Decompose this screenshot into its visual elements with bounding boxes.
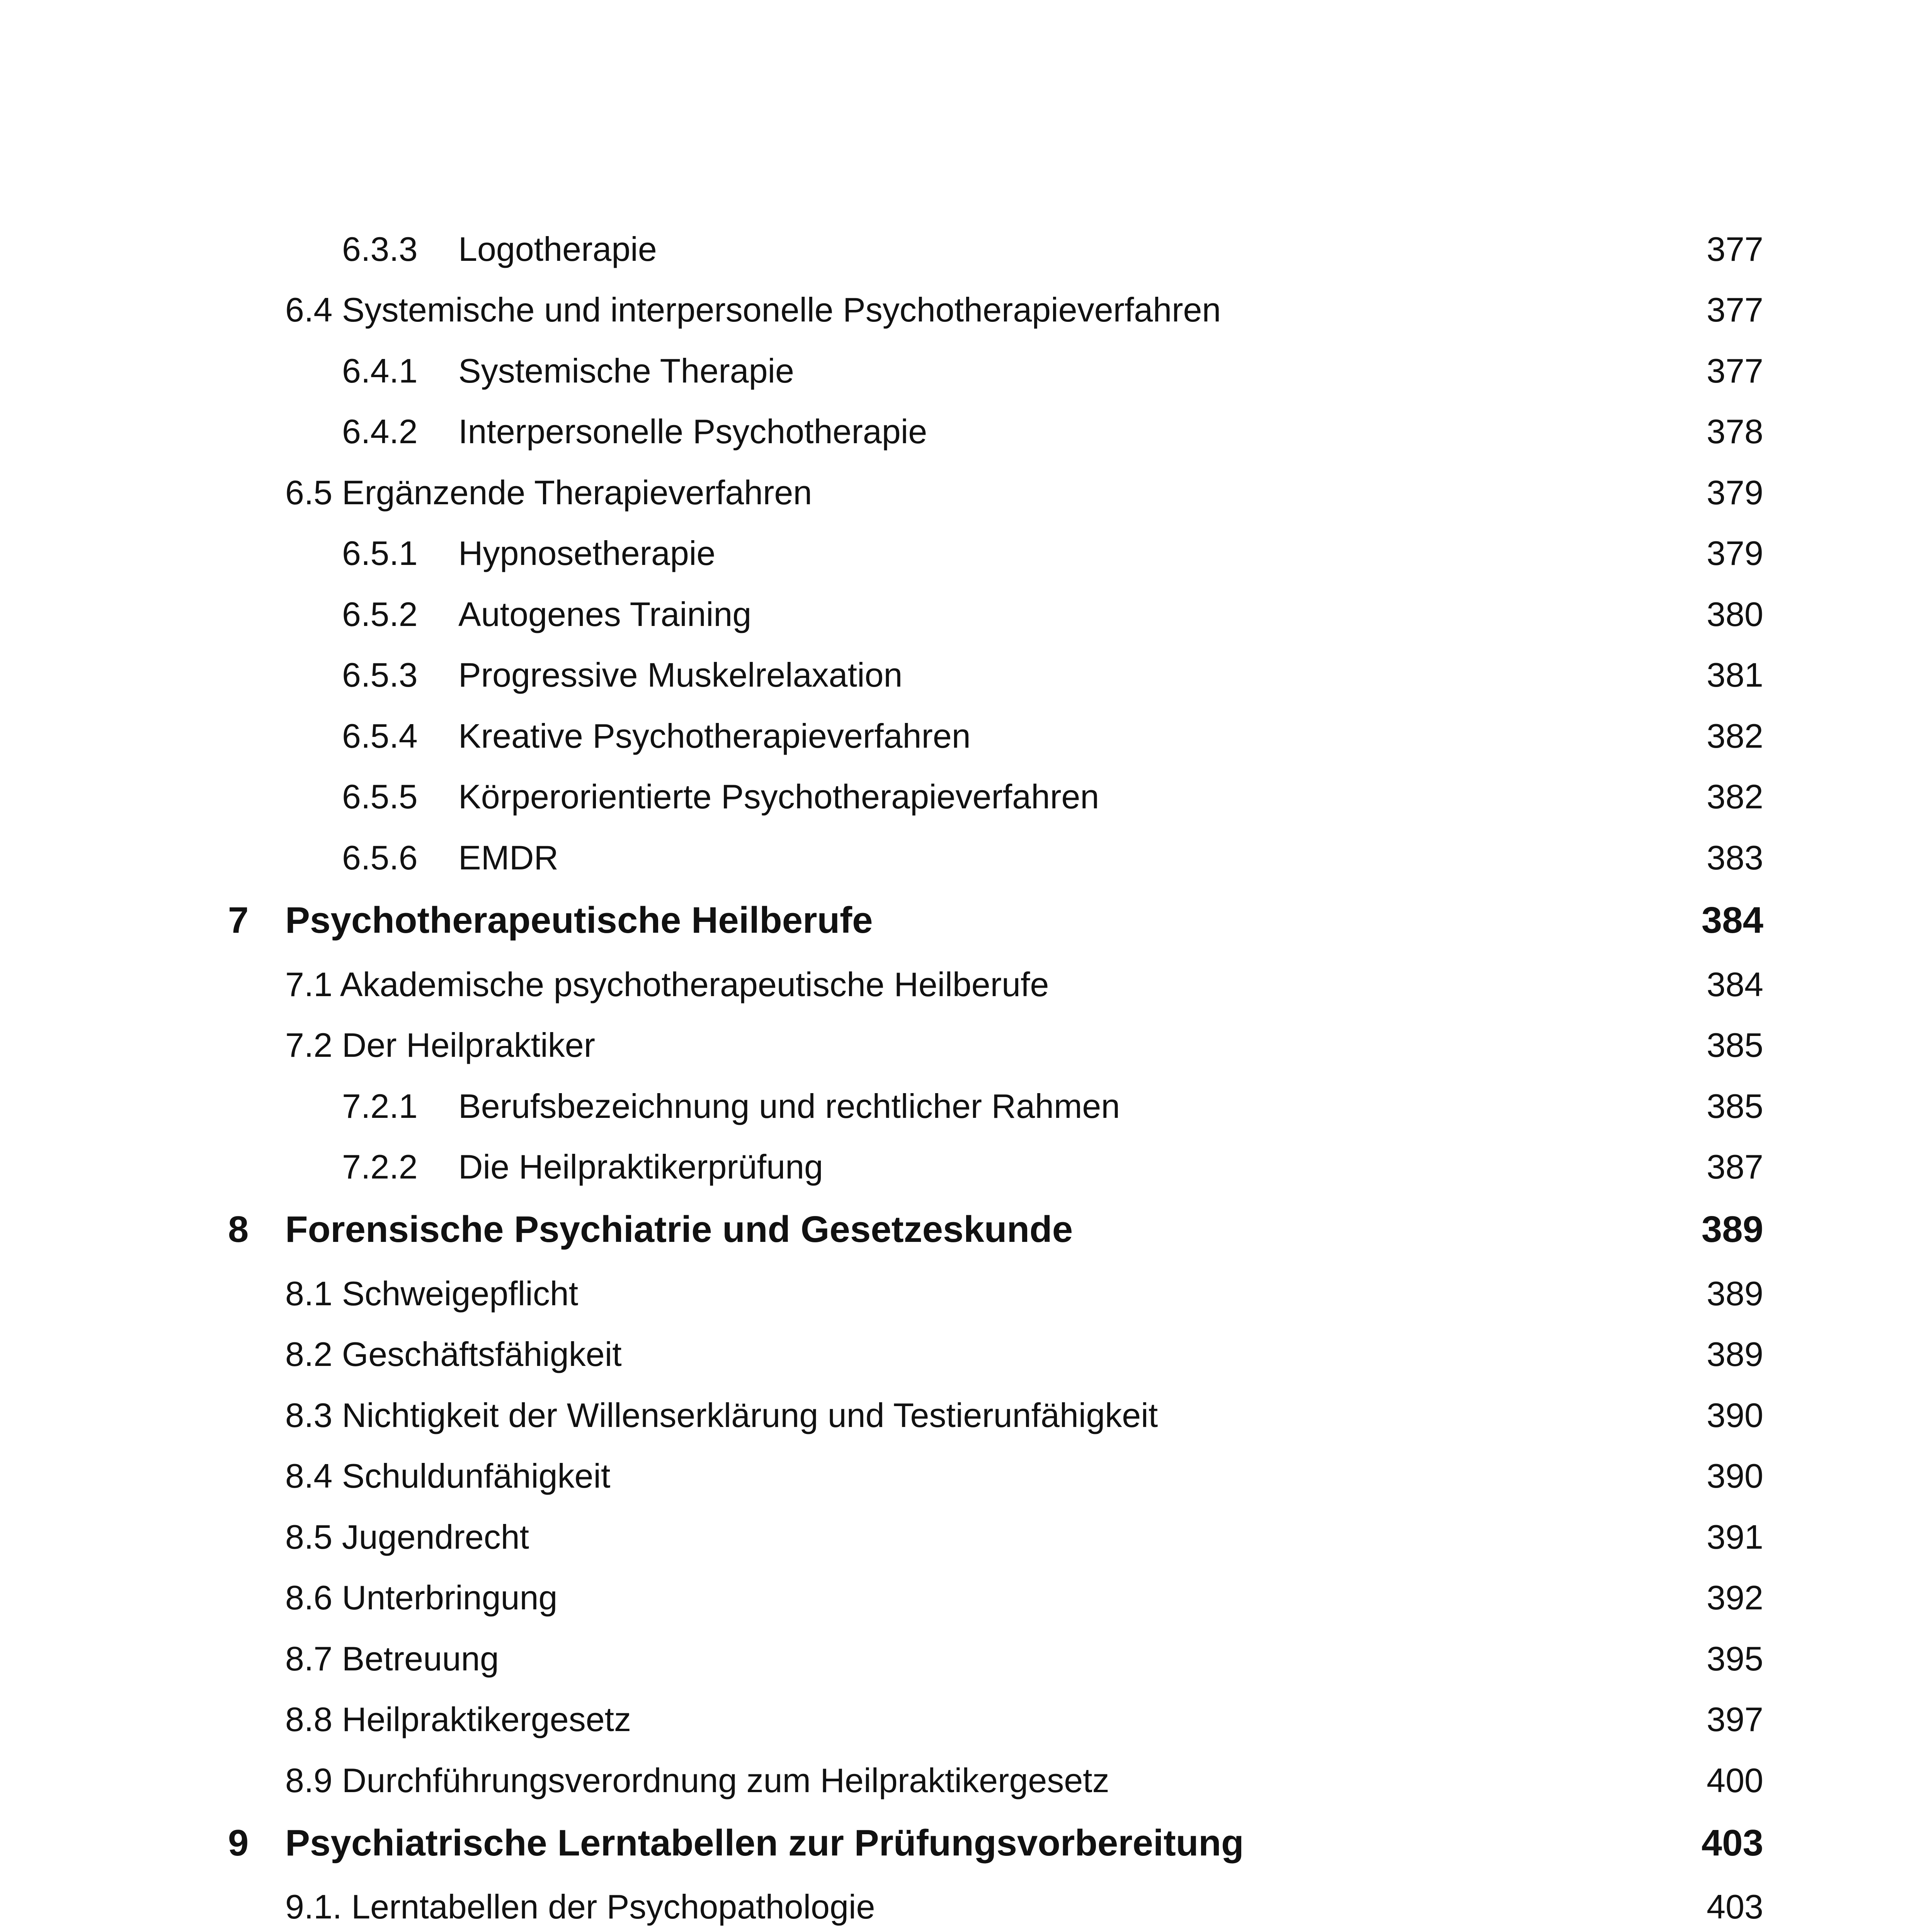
toc-entry-title: Psychotherapeutische Heilberufe xyxy=(285,900,873,941)
toc-section-row xyxy=(0,1016,1916,1074)
toc-section-row xyxy=(0,1386,1916,1444)
toc-entry-title: Forensische Psychiatrie und Gesetzeskunde xyxy=(285,1209,1073,1250)
toc-entry-title: 8.8 Heilpraktikergesetz xyxy=(285,1700,631,1738)
toc-entry-title: Körperorientierte Psychotherapieverfahren xyxy=(458,777,1099,816)
toc-entry-title: Systemische Therapie xyxy=(458,352,794,390)
toc-subsection-row xyxy=(0,220,1916,278)
toc-entry-title: Autogenes Training xyxy=(458,595,752,633)
toc-entry-title: 8.4 Schuldunfähigkeit xyxy=(285,1457,611,1495)
toc-entry-number: 6.5.4 xyxy=(342,717,418,755)
toc-entry-number: 6.5.6 xyxy=(342,838,418,877)
toc-subsection-row xyxy=(0,403,1916,461)
toc-entry-title: Progressive Muskelrelaxation xyxy=(458,656,903,694)
toc-entry-page: 382 xyxy=(1707,777,1763,816)
toc-entry-number: 6.5.1 xyxy=(342,534,418,572)
toc-entry-page: 378 xyxy=(1707,412,1763,451)
toc-entry-title: Psychiatrische Lerntabellen zur Prüfungsvorbereitung xyxy=(285,1822,1244,1864)
toc-subsection-row xyxy=(0,768,1916,826)
toc-section-row xyxy=(0,1265,1916,1323)
toc-entry-title: 6.5 Ergänzende Therapieverfahren xyxy=(285,473,812,512)
toc-entry-page: 403 xyxy=(1707,1888,1763,1926)
toc-entry-page: 389 xyxy=(1701,1209,1763,1250)
toc-section-row xyxy=(0,464,1916,522)
toc-entry-title: 8.1 Schweigepflicht xyxy=(285,1274,579,1313)
toc-entry-page: 383 xyxy=(1707,838,1763,877)
toc-chapter-row xyxy=(0,1201,1916,1259)
toc-entry-title: 8.5 Jugendrecht xyxy=(285,1518,529,1556)
toc-section-row xyxy=(0,1508,1916,1566)
toc-entry-page: 379 xyxy=(1707,473,1763,512)
toc-entry-page: 377 xyxy=(1707,230,1763,268)
toc-entry-title: 8.9 Durchführungsverordnung zum Heilpraktikergesetz xyxy=(285,1761,1109,1799)
toc-entry-number: 9 xyxy=(228,1822,249,1864)
toc-section-row xyxy=(0,1325,1916,1383)
toc-entry-page: 390 xyxy=(1707,1396,1763,1434)
toc-chapter-row xyxy=(0,1814,1916,1872)
toc-entry-title: Hypnosetherapie xyxy=(458,534,716,572)
toc-section-row xyxy=(0,1752,1916,1810)
toc-entry-number: 7 xyxy=(228,900,249,941)
toc-entry-page: 384 xyxy=(1707,965,1763,1003)
toc-entry-page: 390 xyxy=(1707,1457,1763,1495)
toc-entry-page: 395 xyxy=(1707,1639,1763,1678)
toc-subsection-row xyxy=(0,342,1916,400)
toc-entry-page: 380 xyxy=(1707,595,1763,633)
toc-entry-page: 397 xyxy=(1707,1700,1763,1738)
toc-entry-title: Die Heilpraktikerprüfung xyxy=(458,1148,823,1186)
toc-section-row xyxy=(0,1569,1916,1627)
toc-entry-title: Berufsbezeichnung und rechtlicher Rahmen xyxy=(458,1087,1120,1125)
toc-entry-title: Kreative Psychotherapieverfahren xyxy=(458,717,971,755)
toc-entry-number: 6.5.2 xyxy=(342,595,418,633)
toc-entry-page: 387 xyxy=(1707,1148,1763,1186)
toc-section-row xyxy=(0,281,1916,339)
toc-entry-page: 381 xyxy=(1707,656,1763,694)
toc-entry-page: 385 xyxy=(1707,1087,1763,1125)
toc-entry-page: 382 xyxy=(1707,717,1763,755)
toc-entry-title: 7.2 Der Heilpraktiker xyxy=(285,1026,596,1064)
toc-entry-page: 385 xyxy=(1707,1026,1763,1064)
toc-entry-title: 8.2 Geschäftsfähigkeit xyxy=(285,1335,622,1373)
toc-entry-title: 8.6 Unterbringung xyxy=(285,1578,558,1617)
toc-entry-page: 400 xyxy=(1707,1761,1763,1799)
toc-entry-title: Interpersonelle Psychotherapie xyxy=(458,412,927,451)
toc-section-row xyxy=(0,1630,1916,1688)
toc-entry-title: Logotherapie xyxy=(458,230,657,268)
toc-entry-title: EMDR xyxy=(458,838,559,877)
toc-entry-number: 7.2.2 xyxy=(342,1148,418,1186)
toc-entry-page: 391 xyxy=(1707,1518,1763,1556)
toc-entry-number: 6.4.2 xyxy=(342,412,418,451)
toc-entry-number: 6.5.5 xyxy=(342,777,418,816)
toc-subsection-row xyxy=(0,1077,1916,1135)
toc-entry-page: 379 xyxy=(1707,534,1763,572)
toc-entry-number: 7.2.1 xyxy=(342,1087,418,1125)
toc-entry-number: 6.4.1 xyxy=(342,352,418,390)
toc-entry-page: 389 xyxy=(1707,1274,1763,1313)
toc-subsection-row xyxy=(0,1138,1916,1196)
toc-entry-title: 6.4 Systemische und interpersonelle Psychotherapieverfahren xyxy=(285,291,1221,329)
toc-entry-page: 377 xyxy=(1707,291,1763,329)
toc-entry-number: 6.5.3 xyxy=(342,656,418,694)
toc-subsection-row xyxy=(0,585,1916,643)
toc-entry-title: 9.1. Lerntabellen der Psychopathologie xyxy=(285,1888,875,1926)
toc-section-row xyxy=(0,1878,1916,1932)
toc-subsection-row xyxy=(0,829,1916,887)
toc-entry-number: 8 xyxy=(228,1209,249,1250)
toc-entry-number: 6.3.3 xyxy=(342,230,418,268)
toc-entry-title: 8.3 Nichtigkeit der Willenserklärung und Testierunfähigkeit xyxy=(285,1396,1158,1434)
toc-entry-page: 392 xyxy=(1707,1578,1763,1617)
toc-entry-page: 384 xyxy=(1701,900,1763,941)
toc-section-row xyxy=(0,956,1916,1014)
toc-entry-title: 7.1 Akademische psychotherapeutische Heilberufe xyxy=(285,965,1049,1003)
toc-entry-title: 8.7 Betreuung xyxy=(285,1639,499,1678)
toc-subsection-row xyxy=(0,646,1916,704)
toc-subsection-row xyxy=(0,524,1916,582)
toc-section-row xyxy=(0,1447,1916,1505)
toc-section-row xyxy=(0,1690,1916,1748)
toc-entry-page: 389 xyxy=(1707,1335,1763,1373)
toc-chapter-row xyxy=(0,891,1916,949)
toc-entry-page: 403 xyxy=(1701,1822,1763,1864)
toc-subsection-row xyxy=(0,707,1916,765)
toc-entry-page: 377 xyxy=(1707,352,1763,390)
